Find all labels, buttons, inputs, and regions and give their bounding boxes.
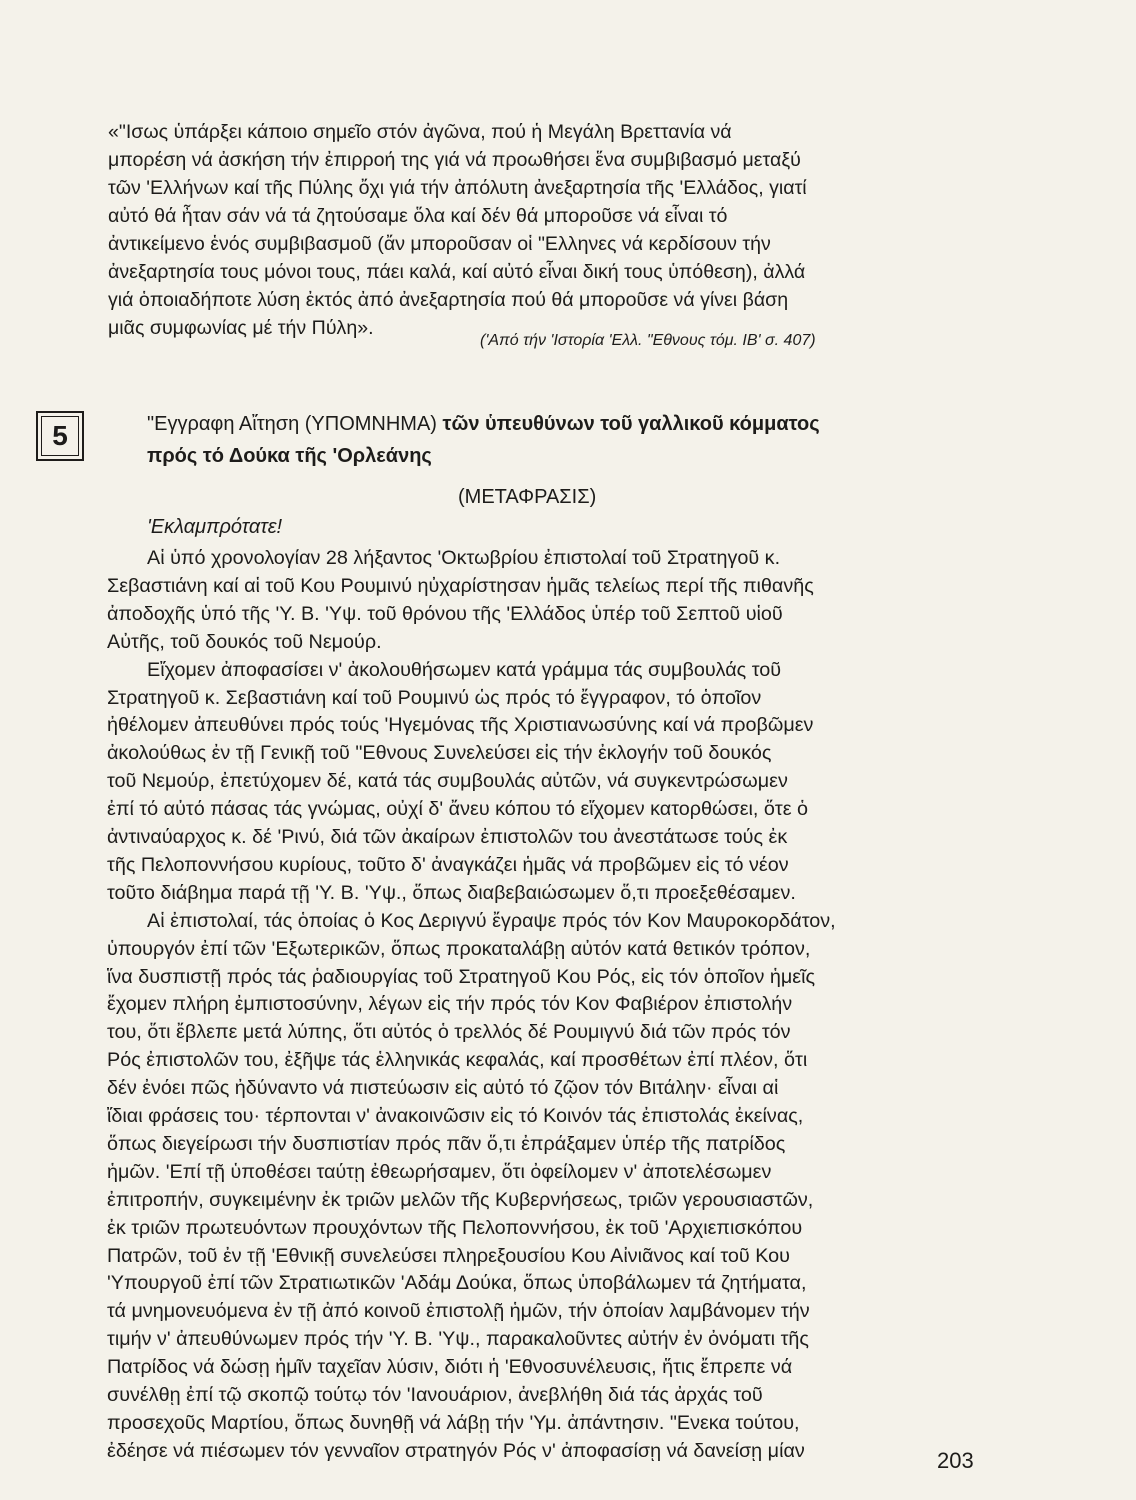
body-line: Στρατηγοῦ κ. Σεβαστιάνη καί τοῦ Ρουμινύ ὡς πρός τό ἔγγραφον, τό ὁποῖον: [107, 686, 762, 709]
body-line: τοῦτο διάβημα παρά τῇ 'Υ. Β. 'Υψ., ὅπως διαβεβαιώσωμεν ὅ,τι προεξεθέσαμεν.: [107, 881, 796, 904]
section-number-box: [36, 411, 84, 461]
quote-citation: ('Από τήν 'Ιστορία 'Ελλ. "Εθνους τόμ. ΙΒ' σ. 407): [480, 332, 816, 349]
body-line: του, ὅτι ἔβλεπε μετά λύπης, ὅτι αὐτός ὁ τρελλός δέ Ρουμιγνύ διά τῶν πρός τόν: [107, 1021, 791, 1044]
body-line: ἀκολούθως ἐν τῇ Γενικῇ τοῦ "Εθνους Συνελεύσει εἰς τήν ἐκλογήν τοῦ δουκός: [107, 742, 772, 765]
body-line: τοῦ Νεμούρ, ἐπετύχομεν δέ, κατά τάς συμβουλάς αὐτῶν, νά συγκεντρώσωμεν: [107, 770, 788, 793]
body-line: ὑπουργόν ἐπί τῶν 'Εξωτερικῶν, ὅπως προκαταλάβῃ αὐτόν κατά θετικόν τρόπον,: [107, 937, 811, 960]
heading-bold: τῶν ὑπευθύνων τοῦ γαλλικοῦ κόμματος: [442, 413, 820, 435]
salutation: 'Εκλαμπρότατε!: [147, 516, 283, 538]
quote-line: μπορέση νά ἀσκήση τήν ἐπιρροή της γιά νά προωθήσει ἕνα συμβιβασμό μεταξύ: [108, 149, 801, 171]
quote-line: αὐτό θά ἦταν σάν νά τά ζητούσαμε ὅλα καί δέν θά μποροῦσε νά εἶναι τό: [108, 205, 728, 227]
body-line: ἡμῶν. 'Επί τῇ ὑποθέσει ταύτῃ ἐθεωρήσαμεν, ὅτι ὀφείλομεν ν' ἀποτελέσωμεν: [107, 1160, 772, 1183]
page-number: 203: [937, 1448, 974, 1473]
body-line: τά μνημονευόμενα ἐν τῇ ἀπό κοινοῦ ἐπιστολῇ ἡμῶν, τήν ὁποίαν λαμβάνομεν τήν: [107, 1300, 810, 1323]
quote-line: «"Ισως ὑπάρξει κάποιο σημεῖο στόν ἀγῶνα, πού ἡ Μεγάλη Βρεττανία νά: [108, 121, 732, 143]
section-heading-line-1: [147, 409, 987, 439]
body-line: ἐκ τριῶν πρωτευόντων προυχόντων τῆς Πελοποννήσου, ἐκ τοῦ 'Αρχιεπισκόπου: [107, 1216, 803, 1239]
body-line: Εἴχομεν ἀποφασίσει ν' ἀκολουθήσωμεν κατά γράμμα τάς συμβουλάς τοῦ: [147, 658, 782, 681]
translation-subtitle: (ΜΕΤΑΦΡΑΣΙΣ): [458, 486, 597, 508]
body-line: ἵνα δυσπιστῇ πρός τάς ῥαδιουργίας τοῦ Στρατηγοῦ Κου Ρός, εἰς τόν ὁποῖον ἡμεῖς: [107, 965, 816, 988]
body-line: ἐπί τό αὐτό πάσας τάς γνώμας, οὐχί δ' ἄνευ κόπου τό εἴχομεν κατορθώσει, ὅτε ὁ: [107, 798, 809, 821]
body-line: Αἱ ὑπό χρονολογίαν 28 λήξαντος 'Οκτωβρίου ἐπιστολαί τοῦ Στρατηγοῦ κ.: [147, 547, 781, 569]
body-line: ἐπιτροπήν, συγκειμένην ἐκ τριῶν μελῶν τῆς Κυβερνήσεως, τριῶν γερουσιαστῶν,: [107, 1188, 814, 1211]
body-line: Πατρῶν, τοῦ ἐν τῇ 'Εθνικῇ συνελεύσει πληρεξουσίου Κου Αἰνιᾶνος καί τοῦ Κου: [107, 1244, 790, 1267]
body-line: συνέλθῃ ἐπί τῷ σκοπῷ τούτῳ τόν 'Ιανουάριον, ἀνεβλήθη διά τάς ἀρχάς τοῦ: [107, 1384, 763, 1406]
quote-line: μιᾶς συμφωνίας μέ τήν Πύλη».: [108, 317, 374, 339]
quote-line: ἀντικείμενο ἑνός συμβιβασμοῦ (ἄν μποροῦσαν οἱ "Ελληνες νά κερδίσουν τήν: [108, 233, 771, 255]
body-line: ἀντιναύαρχος κ. δέ 'Ρινύ, διά τῶν ἀκαίρων ἐπιστολῶν του ἀνεστάτωσε τούς ἐκ: [107, 826, 788, 848]
body-line: 'Υπουργοῦ ἐπί τῶν Στρατιωτικῶν 'Αδάμ Δούκα, ὅπως ὑποβάλωμεν τά ζητήματα,: [107, 1272, 807, 1295]
heading-normal: "Εγγραφη Αἴτηση (ΥΠΟΜΝΗΜΑ): [147, 413, 437, 435]
body-line: τιμήν ν' ἀπευθύνωμεν πρός τήν 'Υ. Β. 'Υψ., παρακαλοῦντες αὐτήν ἐν ὀνόματι τῆς: [107, 1328, 809, 1351]
body-line: ἀποδοχῆς ὑπό τῆς 'Υ. Β. 'Υψ. τοῦ θρόνου τῆς 'Ελλάδος ὑπέρ τοῦ Σεπτοῦ υἱοῦ: [107, 602, 783, 625]
body-line: ἐδέησε νά πιέσωμεν τόν γενναῖον στρατηγόν Ρός ν' ἀποφασίσῃ νά δανείσῃ μίαν: [107, 1439, 805, 1462]
body-line: ἔχομεν πλήρη ἐμπιστοσύνην, λέγων εἰς τήν πρός τόν Κον Φαβιέρον ἐπιστολήν: [107, 993, 793, 1016]
quote-line: τῶν 'Ελλήνων καί τῆς Πύλης ὄχι γιά τήν ἀπόλυτη ἀνεξαρτησία τῆς 'Ελλάδος, γιατί: [108, 177, 807, 199]
body-line: Ρός ἐπιστολῶν του, ἐξῆψε τάς ἑλληνικάς κεφαλάς, καί προσθέτων ἐπί πλέον, ὅτι: [107, 1049, 808, 1072]
body-line: ἴδιαι φράσεις του· τέρπονται ν' ἀνακοινῶσιν εἰς τό Κοινόν τάς ἐπιστολάς ἐκείνας,: [107, 1105, 804, 1127]
heading-bold-line-2: πρός τό Δούκα τῆς 'Ορλεάνης: [147, 445, 432, 467]
section-heading-line-2: [147, 441, 987, 471]
quote-line: ἀνεξαρτησία τους μόνοι τους, πάει καλά, καί αὐτό εἶναι δική τους ὑπόθεση), ἀλλά: [108, 261, 806, 283]
body-line: ὅπως διεγείρωσι τήν δυσπιστίαν πρός πᾶν ὅ,τι ἐπράξαμεν ὑπέρ τῆς πατρίδος: [107, 1132, 786, 1155]
body-line: Πατρίδος νά δώσῃ ἡμῖν ταχεῖαν λύσιν, διότι ἡ 'Εθνοσυνέλευσις, ἥτις ἔπρεπε νά: [107, 1356, 793, 1379]
quote-line: γιά ὁποιαδήποτε λύση ἐκτός ἀπό ἀνεξαρτησία πού θά μποροῦσε νά γίνει βάση: [108, 289, 789, 311]
body-line: προσεχοῦς Μαρτίου, ὅπως δυνηθῇ νά λάβῃ τήν 'Υμ. ἀπάντησιν. "Ενεκα τούτου,: [107, 1411, 800, 1434]
body-line: ἠθέλομεν ἀπευθύνει πρός τούς 'Ηγεμόνας τῆς Χριστιανωσύνης καί νά προβῶμεν: [107, 714, 814, 737]
body-line: Αὐτῆς, τοῦ δουκός τοῦ Νεμούρ.: [107, 630, 382, 653]
body-line: δέν ἐνόει πῶς ἠδύναντο νά πιστεύωσιν εἰς αὐτό τό ζῷον τόν Βιτάλην· εἶναι αἱ: [107, 1077, 779, 1100]
section-number: 5: [41, 416, 79, 456]
body-line: Σεβαστιάνη καί αἱ τοῦ Κου Ρουμινύ ηὐχαρίστησαν ἡμᾶς τελείως περί τῆς πιθανῆς: [107, 574, 814, 597]
body-line: Αἱ ἐπιστολαί, τάς ὁποίας ὁ Κος Δεριγνύ ἔγραψε πρός τόν Κον Μαυροκορδάτον,: [147, 909, 836, 932]
body-line: τῆς Πελοποννήσου κυρίους, τοῦτο δ' ἀναγκάζει ἡμᾶς νά προβῶμεν εἰς τό νέον: [107, 853, 789, 876]
